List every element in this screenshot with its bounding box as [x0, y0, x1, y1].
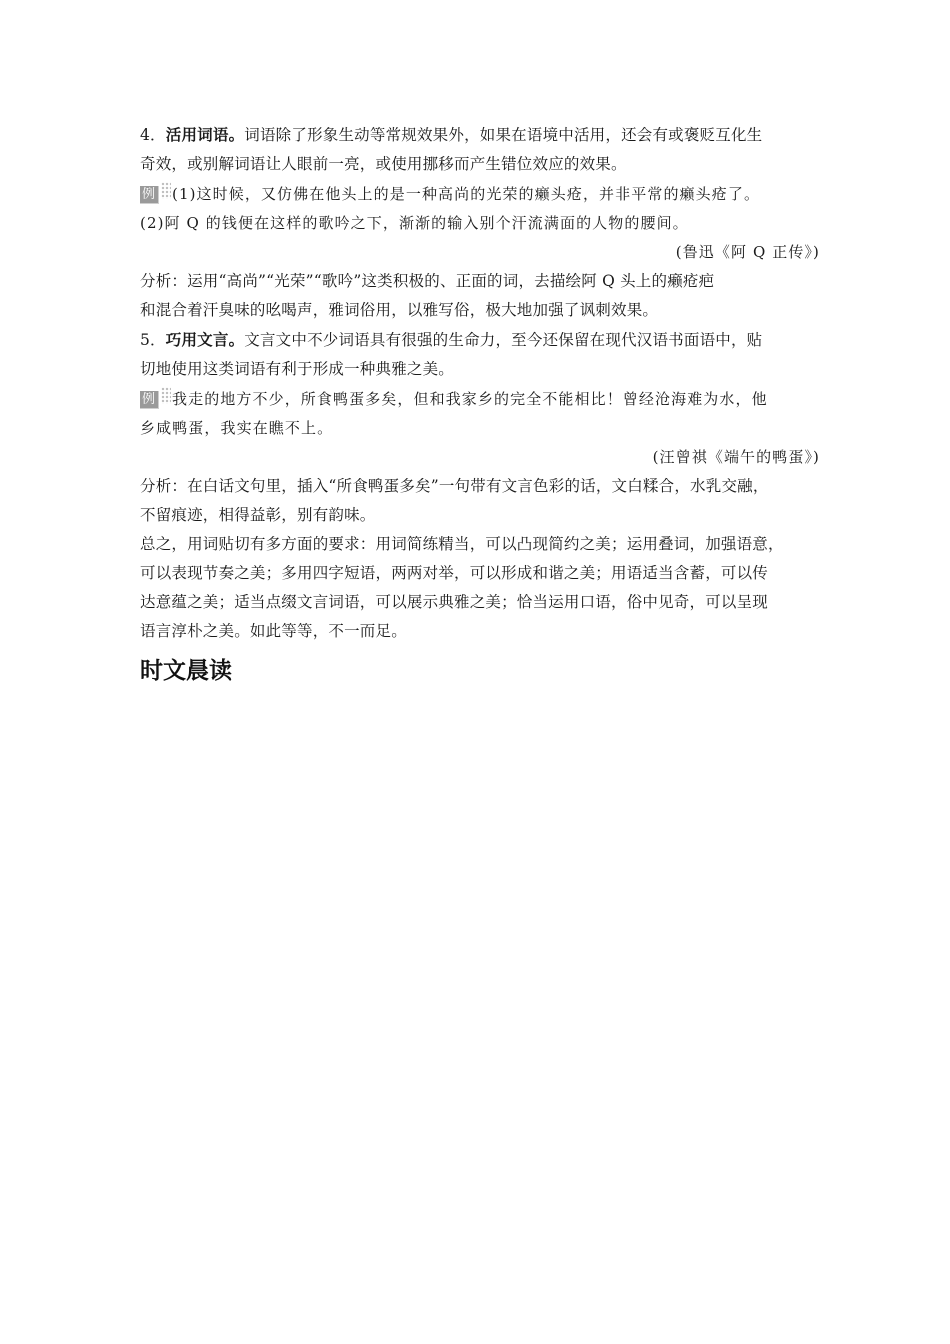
summary-line-1: 总之，用词贴切有多方面的要求：用词简练精当，可以凸现简约之美；运用叠词，加强语意，: [140, 535, 784, 553]
section-4-example-1: [140, 180, 820, 209]
section-4-intro-2: 奇效，或别解词语让人眼前一亮，或使用挪移而产生错位效应的效果。: [140, 155, 627, 173]
section-5-intro-2: 切地使用这类词语有利于形成一种典雅之美。: [140, 360, 455, 378]
section-5-line-1: [140, 325, 820, 355]
section-5-example-2: 乡咸鸭蛋，我实在瞧不上。: [140, 419, 334, 437]
section-4-title: 活用词语。: [165, 125, 245, 144]
dots-icon: [161, 182, 171, 199]
dots-icon: [161, 387, 171, 404]
example-badge-icon: 例: [140, 186, 159, 204]
section-5-analysis-2: 不留痕迹，相得益彰，别有韵味。: [140, 506, 376, 524]
section-5-title: 巧用文言。: [165, 330, 245, 349]
summary-line-2: 可以表现节奏之美；多用四字短语，两两对举，可以形成和谐之美；用语适当含蓄，可以传: [140, 564, 769, 582]
section-5-number: 5．: [140, 331, 166, 349]
example-text: 我走的地方不少，所食鸭蛋多矣，但和我家乡的完全不能相比！曾经沧海难为水，他: [172, 390, 768, 408]
section-5-intro-1: 文言文中不少词语具有很强的生命力，至今还保留在现代汉语书面语中，贴: [244, 331, 763, 349]
section-5-analysis-1: 分析：在白话文句里，插入“所食鸭蛋多矣”一句带有文言色彩的话，文白糅合，水乳交融，: [140, 477, 769, 495]
summary-line-4: 语言淳朴之美。如此等等，不一而足。: [140, 622, 407, 640]
section-4-intro-1: 词语除了形象生动等常规效果外，如果在语境中活用，还会有或褒贬互化生: [244, 126, 763, 144]
section-5-source: (汪曾祺《端午的鸭蛋》): [652, 448, 820, 466]
section-4-analysis-2: 和混合着汗臭味的吆喝声，雅词俗用，以雅写俗，极大地加强了讽刺效果。: [140, 301, 659, 319]
summary-line-3: 达意蕴之美；适当点缀文言词语，可以展示典雅之美；恰当运用口语，俗中见奇，可以呈现: [140, 593, 769, 611]
section-5-example-1: [140, 385, 820, 414]
section-heading: 时文晨读: [140, 658, 232, 684]
section-4-number: 4．: [140, 126, 166, 144]
section-4-line-1: [140, 120, 820, 150]
section-4-analysis-1: 分析：运用“高尚”“光荣”“歌吟”这类积极的、正面的词，去描绘阿 Q 头上的癞疮疤: [140, 272, 715, 290]
section-4-example-2: (2)阿 Q 的钱便在这样的歌吟之下，渐渐的输入别个汗流满面的人物的腰间。: [140, 214, 689, 232]
example-text: (1)这时候，又仿佛在他头上的是一种高尚的光荣的癞头疮，并非平常的癞头疮了。: [172, 185, 761, 203]
document-page: [140, 120, 820, 688]
example-badge-icon: 例: [140, 391, 159, 409]
section-4-source: (鲁迅《阿 Q 正传》): [675, 243, 820, 261]
